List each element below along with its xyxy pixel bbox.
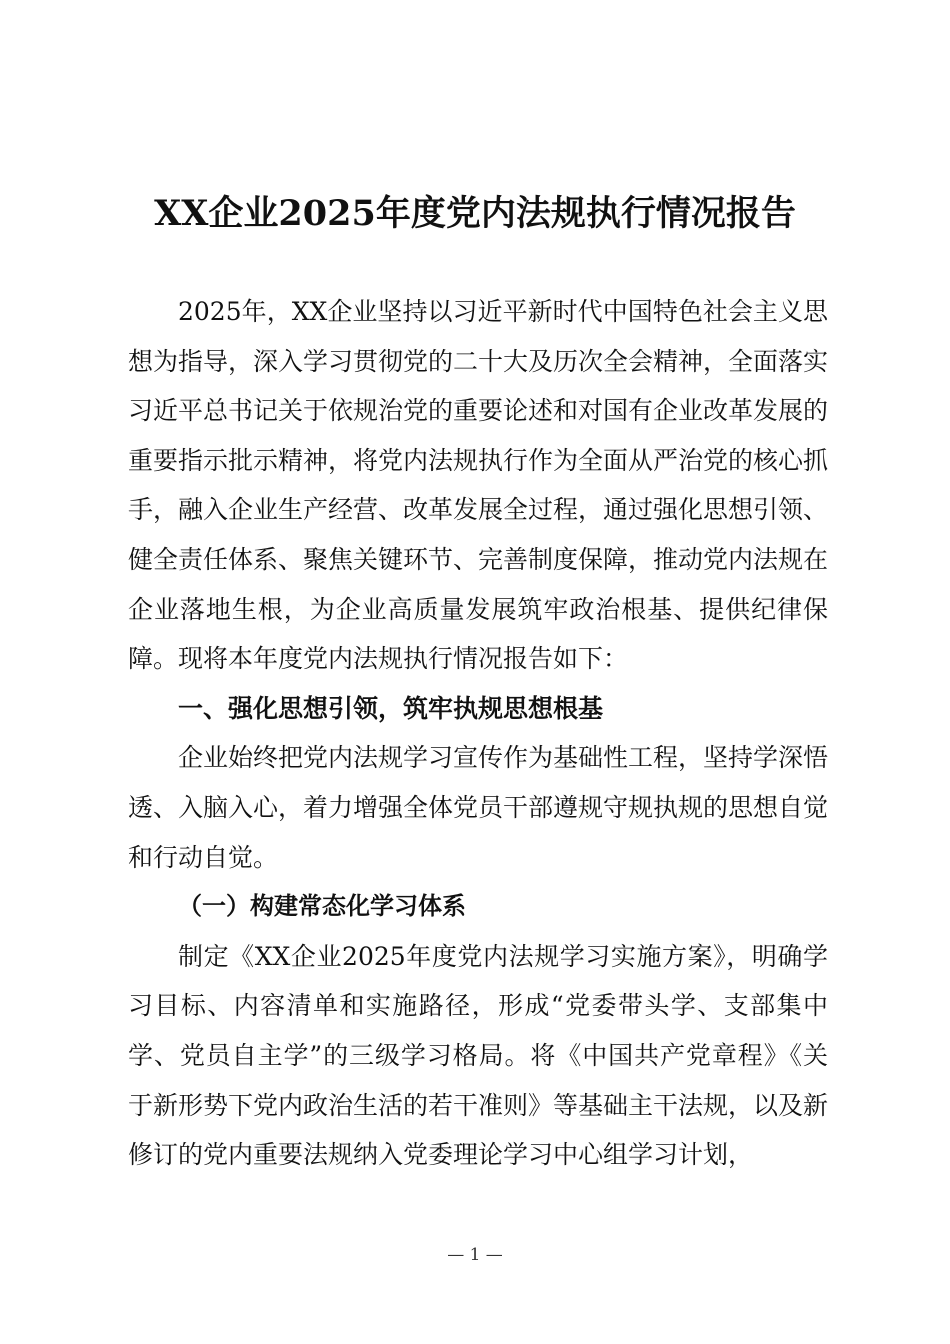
section-1-paragraph: 企业始终把党内法规学习宣传作为基础性工程，坚持学深悟透、入脑入心，着力增强全体党员干部遵规守规执规的思想自觉和行动自觉。 <box>128 743 829 872</box>
section-1-heading: 一、强化思想引领，筑牢执规思想根基 <box>178 693 604 723</box>
document-title: XX企业2025年度党内法规执行情况报告 <box>154 193 796 234</box>
page-number: — 1 — <box>447 1245 503 1265</box>
subsection-1-paragraph: 制定《XX企业2025年度党内法规学习实施方案》，明确学习目标、内容清单和实施路径，形成“党委带头学、支部集中学、党员自主学”的三级学习格局。将《中国共产党章程》《关于新形势下党内政治生活的若干准则》等基础主干法规，以及新修订的党内重要法规纳入党委理论学习中心组学习计划， <box>128 941 829 1170</box>
intro-paragraph: 2025年，XX企业坚持以习近平新时代中国特色社会主义思想为指导，深入学习贯彻党的二十大及历次全会精神，全面落实习近平总书记关于依规治党的重要论述和对国有企业改革发展的重要指示批示精神，将党内法规执行作为全面从严治党的核心抓手，融入企业生产经营、改革发展全过程，通过强化思想引领、健全责任体系、聚焦关键环节、完善制度保障，推动党内法规在企业落地生根，为企业高质量发展筑牢政治根基、提供纪律保障。现将本年度党内法规执行情况报告如下： <box>128 297 829 674</box>
subsection-1-heading: （一）构建常态化学习体系 <box>178 892 466 921</box>
document-body <box>128 287 828 1180</box>
